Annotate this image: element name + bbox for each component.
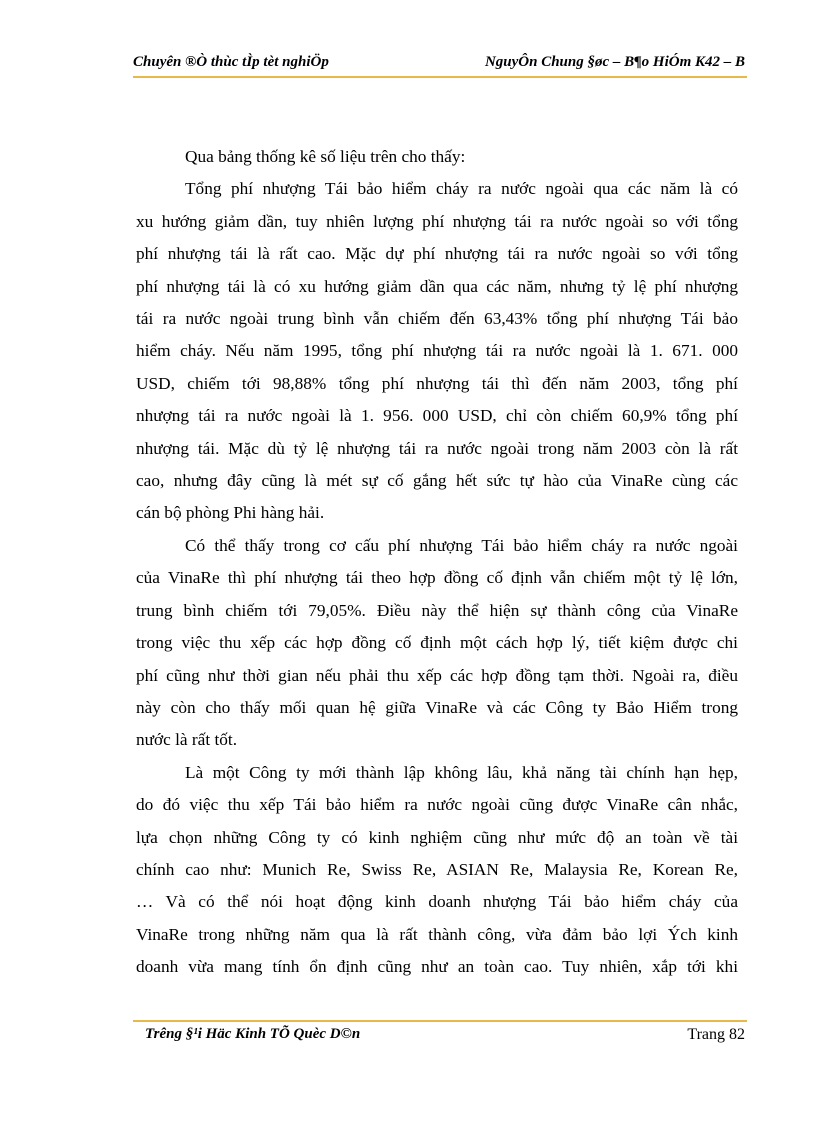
text-line: Là một Công ty mới thành lập không lâu, khả năng tài chính hạn hẹp, bbox=[185, 762, 738, 782]
text-line: nước là rất tốt. bbox=[136, 730, 238, 750]
footer-rule bbox=[133, 1020, 747, 1022]
text-line: USD, chiếm tới 98,88% tổng phí nhượng tái thì đến năm 2003, tổng phí bbox=[136, 373, 738, 393]
body-text bbox=[136, 141, 738, 984]
text-line: hiểm cháy. Nếu năm 1995, tổng phí nhượng tái ra nước ngoài là 1. 671. 000 bbox=[136, 341, 738, 361]
header-left-title: Chuyên ®Ò thùc tÌp tèt nghiÖp bbox=[133, 54, 329, 70]
text-line: xu hướng giảm dần, tuy nhiên lượng phí nhượng tái ra nước ngoài so với tổng bbox=[136, 211, 738, 231]
text-line: nhượng tái ra nước ngoài là 1. 956. 000 USD, chỉ còn chiếm 60,9% tổng phí bbox=[136, 406, 738, 426]
text-line: phí nhượng tái là rất cao. Mặc dự phí nhượng tái ra nước ngoài so với tổng bbox=[136, 244, 738, 264]
text-line: lựa chọn những Công ty có kinh nghiệm cũng như mức độ an toàn về tài bbox=[136, 827, 738, 847]
text-line: trong việc thu xếp các hợp đồng cố định một cách hợp lý, tiết kiệm được chi bbox=[136, 633, 738, 653]
text-line: cao, nhưng đây cũng là mét sự cố gắng hết sức tự hào của VinaRe cùng các bbox=[136, 471, 738, 491]
text-line: này còn cho thấy mối quan hệ giữa VinaRe và các Công ty Bảo Hiểm trong bbox=[136, 697, 738, 717]
text-line: phí cũng như thời gian nếu phải thu xếp các hợp đồng tạm thời. Ngoài ra, điều bbox=[136, 665, 738, 685]
page-header bbox=[133, 54, 747, 78]
page-footer bbox=[133, 1020, 747, 1050]
text-line: phí nhượng tái là có xu hướng giảm dần qua các năm, nhưng tỷ lệ phí nhượng bbox=[136, 276, 738, 296]
header-rule bbox=[133, 76, 747, 78]
text-line: do đó việc thu xếp Tái bảo hiểm ra nước ngoài cũng được VinaRe cân nhắc, bbox=[136, 795, 738, 815]
page-number: Trang 82 bbox=[687, 1026, 745, 1043]
text-line: Có thể thấy trong cơ cấu phí nhượng Tái bảo hiểm cháy ra nước ngoài bbox=[185, 535, 738, 555]
header-right-author: NguyÔn Chung §øc – B¶o HiÓm K42 – B bbox=[484, 54, 745, 70]
text-line: tái ra nước ngoài trung bình vẫn chiếm đến 63,43% tổng phí nhượng Tái bảo bbox=[136, 309, 738, 329]
text-line: trung bình chiếm tới 79,05%. Điều này thể hiện sự thành công của VinaRe bbox=[136, 600, 738, 620]
text-line: chính cao như: Munich Re, Swiss Re, ASIAN Re, Malaysia Re, Korean Re, bbox=[136, 859, 738, 879]
text-line: Tổng phí nhượng Tái bảo hiểm cháy ra nước ngoài qua các năm là có bbox=[185, 179, 738, 199]
text-line: cán bộ phòng Phi hàng hải. bbox=[136, 503, 325, 523]
text-line: VinaRe trong những năm qua là rất thành công, vừa đảm bảo lợi Ých kinh bbox=[136, 924, 738, 944]
footer-university: Trêng §¹i Häc Kinh TÕ Quèc D©n bbox=[145, 1026, 361, 1042]
text-line: doanh vừa mang tính ổn định cũng như an toàn cao. Tuy nhiên, xắp tới khi bbox=[136, 957, 738, 977]
text-line: … Và có thể nói hoạt động kinh doanh nhượng Tái bảo hiểm cháy của bbox=[136, 892, 738, 912]
text-line: của VinaRe thì phí nhượng tái theo hợp đồng cố định vẫn chiếm một tỷ lệ lớn, bbox=[136, 568, 738, 588]
text-line: nhượng tái. Mặc dù tỷ lệ nhượng tái ra nước ngoài trong năm 2003 còn là rất bbox=[136, 438, 738, 458]
text-line: Qua bảng thống kê số liệu trên cho thấy: bbox=[185, 147, 466, 166]
